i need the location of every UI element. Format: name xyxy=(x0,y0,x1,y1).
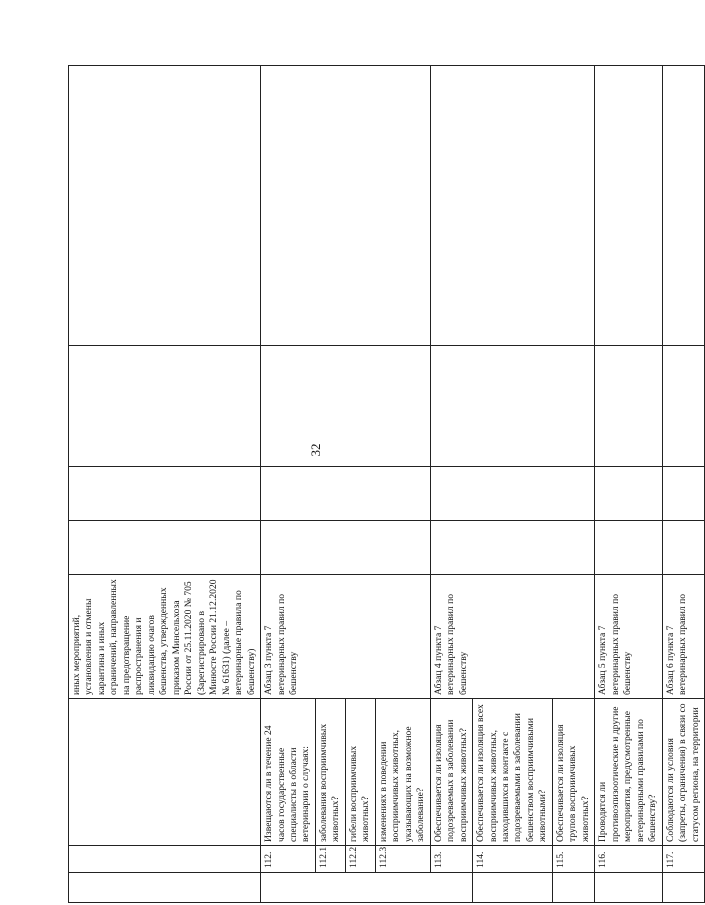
table-row: 115. Обеспечивается ли изоляция трупов восприимчивых животных? xyxy=(552,66,594,903)
regulation-text: иных мероприятий, установления и отмены карантина и иных ограничений, направленных на предотвращение распространения и ликвидацию очагов бешенства, утвержденных приказом Минсельхоза России от 25.11.2020 № 705 (Зарегистрировано в Минюсте России 21.12.2020 № 61631) (далее – ветеринарные правила по бешенству) xyxy=(69,575,261,699)
table-row-continuation xyxy=(69,66,261,903)
table-row: 112.2 гибели восприимчивых животных? xyxy=(345,66,375,903)
table-row: 113. Обеспечивается ли изоляция подозреваемых в заболевании восприимчивых животных? Абзац 4 пункта 7 ветеринарных правил по бешенству xyxy=(430,66,472,903)
table-row: 117. Соблюдаются ли условия (запреты, ограничения) в связи со статусом региона, на территории Абзац 6 пункта 7 ветеринарных правил по xyxy=(662,66,704,903)
checklist-table xyxy=(68,65,705,903)
table-row: 112.1 заболевания восприимчивых животных? xyxy=(315,66,345,903)
table-row: 112. Извещаются ли в течение 24 часов государственные специалисты в области ветеринарии о случаях: Абзац 3 пункта 7 ветеринарных правил по бешенству xyxy=(261,66,316,903)
table-row: 116. Проводятся ли противоэпизоотические и другие мероприятия, предусмотренные ветеринарными правилами по бешенству? Абзац 5 пункта 7 ветеринарных правил по бешенству xyxy=(595,66,662,903)
table-row: 112.3 изменениях в поведении восприимчивых животных, указывающих на возможное заболевание? xyxy=(375,66,430,903)
table-row: 114. Обеспечивается ли изоляция всех восприимчивых животных, находившихся в контакте с подозреваемыми в заболевании бешенством восприимчивыми животными? xyxy=(473,66,553,903)
checklist-table-rotated xyxy=(68,66,701,903)
